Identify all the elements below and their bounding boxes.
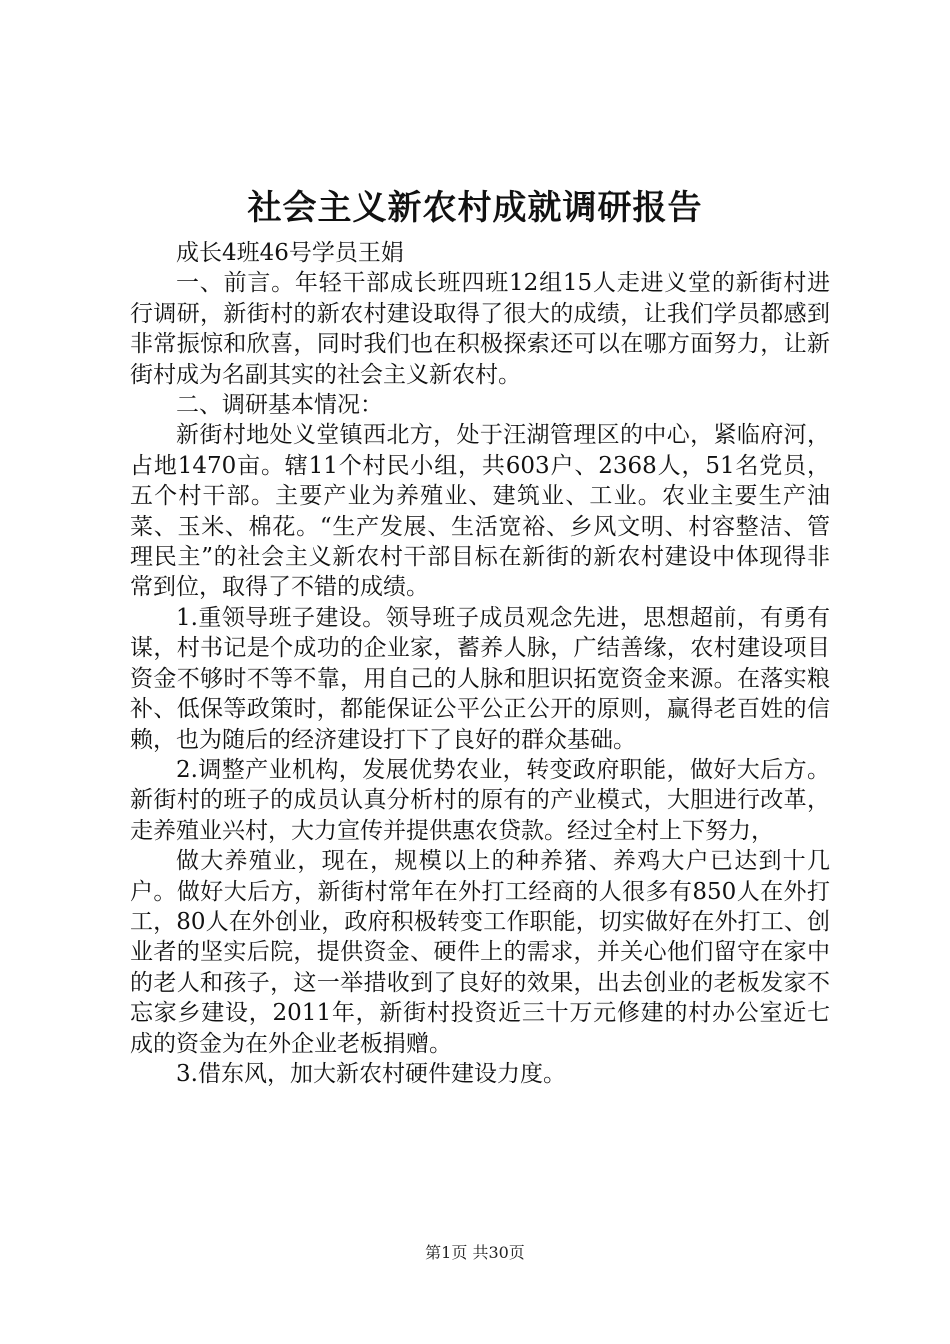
paragraph-infrastructure: 3.借东风，加大新农村硬件建设力度。 bbox=[176, 1060, 566, 1087]
page-number-footer: 第1页 共30页 bbox=[425, 1243, 525, 1262]
paragraph-breeding-industry: 做大养殖业，现在，规模以上的种养猪、养鸡大户已达到十几户。做好大后方，新街村常年在外打工经商的人很多有850人在外打工，80人在外创业，政府积极转变工作职能，切实做好在外打工、创业者的坚实后院，提供资金、硬件上的需求，并关心他们留守在家中的老人和孩子，这一举措收到了良好的效果，出去创业的老板发家不忘家乡建设，2011年，新街村投资近三十万元修建的村办公室近七成的资金为在外企业老板捐赠。 bbox=[130, 848, 830, 1057]
paragraph-industry-adjustment: 2.调整产业机构，发展优势农业，转变政府职能，做好大后方。新街村的班子的成员认真分析村的原有的产业模式，大胆进行改革，走养殖业兴村，大力宣传并提供惠农贷款。经过全村上下努力， bbox=[130, 756, 830, 844]
paragraph-village-overview: 新街村地处义堂镇西北方，处于汪湖管理区的中心，紧临府河，占地1470亩。辖11个村民小组，共603户、2368人，51名党员，五个村干部。主要产业为养殖业、建筑业、工业。农业主要生产油菜、玉米、棉花。“生产发展、生活宽裕、乡风文明、村容整洁、管理民主”的社会主义新农村干部目标在新街的新农村建设中体现得非常到位，取得了不错的成绩。 bbox=[130, 422, 830, 601]
section-heading-basic-situation: 二、调研基本情况： bbox=[176, 392, 383, 419]
paragraph-leadership: 1.重领导班子建设。领导班子成员观念先进，思想超前，有勇有谋，村书记是个成功的企业家，蓄养人脉，广结善缘，农村建设项目资金不够时不等不靠，用自己的人脉和胆识拓宽资金来源。在落实粮补、低保等政策时，都能保证公平公正公开的原则，赢得老百姓的信赖，也为随后的经济建设打下了良好的群众基础。 bbox=[130, 604, 830, 753]
document-title: 社会主义新农村成就调研报告 bbox=[247, 188, 703, 228]
author-line: 成长4班46号学员王娟 bbox=[176, 240, 404, 266]
paragraph-preface: 一、前言。年轻干部成长班四班12组15人走进义堂的新街村进行调研，新街村的新农村建设取得了很大的成绩，让我们学员都感到非常振惊和欣喜，同时我们也在积极探索还可以在哪方面努力，让新街村成为名副其实的社会主义新农村。 bbox=[130, 270, 830, 388]
document-body bbox=[130, 238, 830, 1089]
